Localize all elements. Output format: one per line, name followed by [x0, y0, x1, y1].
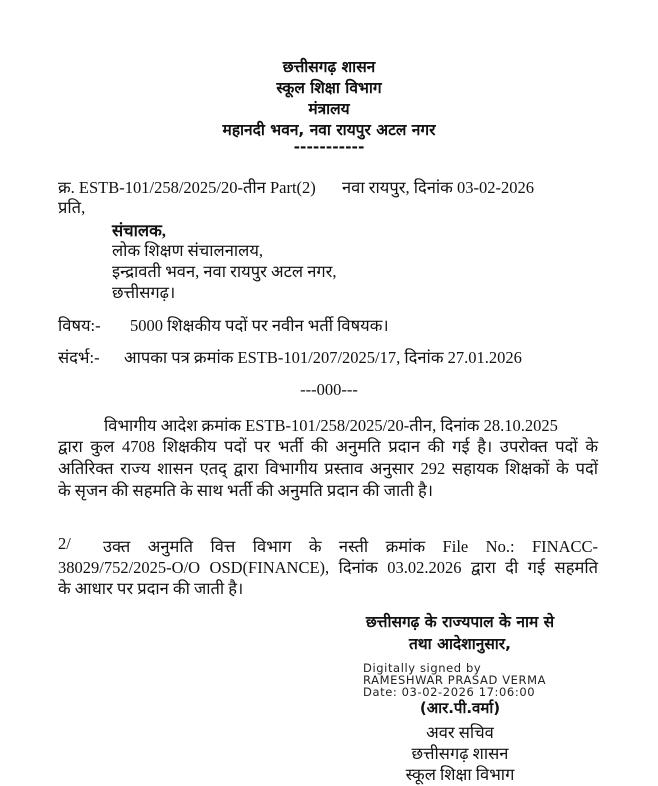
addressee-title: संचालक, [112, 221, 166, 240]
closing-line2: तथा आदेशानुसार, [408, 635, 512, 653]
letter-number: क्र. ESTB-101/258/2025/20-तीन Part(2) [58, 178, 316, 197]
paragraph1-line1: विभागीय आदेश क्रमांक ESTB-101/258/2025/20-तीन, दिनांक 28.10.2025 [104, 416, 558, 435]
digital-signature-name: RAMESHWAR PRASAD VERMA [363, 673, 547, 687]
paragraph1-line2: द्वारा कुल 4708 शिक्षकीय पदों पर भर्ती की अनुमति प्रदान की गई है। उपरोक्त पदों के [58, 437, 598, 456]
header-ministry: मंत्रालय [308, 100, 350, 118]
signatory-designation: अवर सचिव [426, 723, 494, 742]
signatory-org-government: छत्तीसगढ़ शासन [411, 744, 509, 763]
reference-text: आपका पत्र क्रमांक ESTB-101/207/2025/17, दिनांक 27.01.2026 [124, 348, 522, 367]
signatory-name: (आर.पी.वर्मा) [419, 699, 501, 717]
addressee-office: लोक शिक्षण संचालनालय, [112, 241, 264, 260]
header-department: स्कूल शिक्षा विभाग [276, 79, 382, 97]
signatory-org-department: स्कूल शिक्षा विभाग [405, 765, 515, 784]
header-address: महानदी भवन, नवा रायपुर अटल नगर [222, 121, 436, 139]
reference-label: संदर्भ:- [58, 348, 100, 367]
addressee-prati: प्रति, [58, 198, 86, 217]
addressee-state: छत्तीसगढ़। [112, 283, 176, 302]
paragraph2-line2: 38029/752/2025-O/O OSD(FINANCE), दिनांक 03.02.2026 द्वारा दी गई सहमति [58, 558, 598, 577]
subject-label: विषय:- [58, 316, 101, 335]
paragraph2-line3: के आधार पर प्रदान की जाती है। [58, 579, 244, 598]
header-government: छत्तीसगढ़ शासन [282, 58, 376, 76]
closing-line1: छत्तीसगढ़ के राज्यपाल के नाम से [365, 613, 555, 631]
paragraph1-line3: अतिरिक्त राज्य शासन एतद् द्वारा विभागीय प्रस्ताव अनुसार 292 सहायक शिक्षकों के पदों [58, 459, 598, 478]
letter-place-date: नवा रायपुर, दिनांक 03-02-2026 [342, 178, 534, 197]
paragraph2-line1: उक्त अनुमति वित्त विभाग के नस्ती क्रमांक File No.: FINACC- [103, 537, 598, 556]
digital-signature-date: Date: 03-02-2026 17:06:00 [363, 685, 536, 699]
addressee-building: इन्द्रावती भवन, नवा रायपुर अटल नगर, [112, 262, 337, 281]
paragraph1-line4: के सृजन की सहमति के साथ भर्ती की अनुमति प्रदान की जाती है। [58, 481, 434, 500]
digital-signature-label: Digitally signed by [363, 661, 482, 675]
section-divider: ---000--- [300, 380, 358, 399]
paragraph2-number: 2/ [58, 534, 71, 553]
subject-text: 5000 शिक्षकीय पदों पर नवीन भर्ती विषयक। [130, 316, 389, 335]
header-separator: ----------- [293, 138, 365, 156]
